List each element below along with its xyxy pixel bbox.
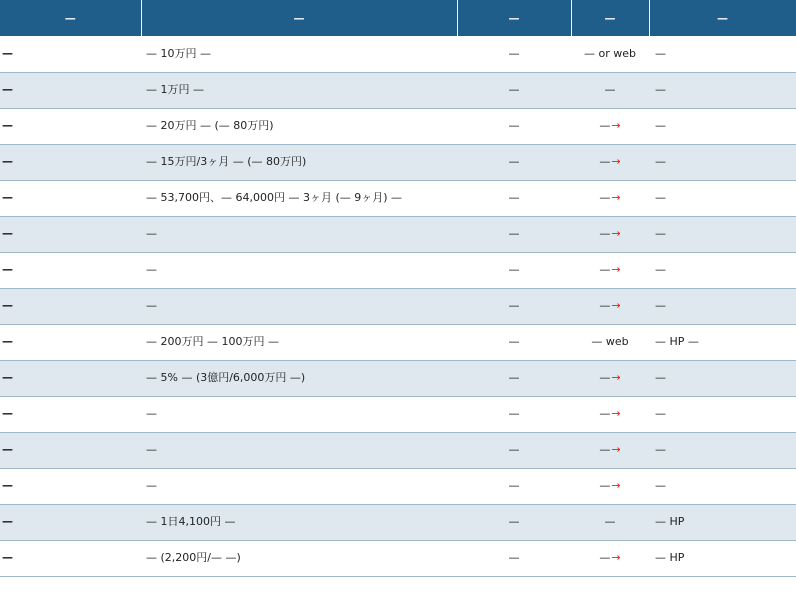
- arrow-right-icon: →: [611, 443, 621, 456]
- cell-method[interactable]: [571, 180, 649, 216]
- cell-destination: —: [649, 72, 796, 108]
- cell-destination: —: [649, 144, 796, 180]
- table-row: [0, 180, 796, 216]
- cell-method[interactable]: [571, 468, 649, 504]
- cell-summary: —: [141, 432, 457, 468]
- col-header-name: —: [0, 0, 141, 36]
- method-label[interactable]: —: [599, 371, 611, 384]
- method-label[interactable]: —: [599, 191, 611, 204]
- method-label[interactable]: —: [599, 299, 611, 312]
- arrow-right-icon: →: [611, 479, 621, 492]
- cell-method[interactable]: [571, 360, 649, 396]
- cell-requirement: —: [457, 396, 571, 432]
- arrow-right-icon: →: [611, 299, 621, 312]
- cell-requirement: —: [457, 216, 571, 252]
- cell-requirement: —: [457, 72, 571, 108]
- cell-destination: —: [649, 360, 796, 396]
- method-label[interactable]: —: [599, 155, 611, 168]
- cell-program-name: —: [0, 108, 141, 144]
- cell-requirement: —: [457, 252, 571, 288]
- cell-method[interactable]: [571, 252, 649, 288]
- cell-requirement: —: [457, 144, 571, 180]
- cell-destination: —: [649, 252, 796, 288]
- cell-program-name: —: [0, 144, 141, 180]
- table-row: [0, 72, 796, 108]
- table-row: [0, 468, 796, 504]
- cell-method[interactable]: [571, 288, 649, 324]
- table-row: [0, 144, 796, 180]
- table-row: [0, 252, 796, 288]
- table-row: [0, 36, 796, 72]
- arrow-right-icon: →: [611, 227, 621, 240]
- arrow-right-icon: →: [611, 119, 621, 132]
- cell-program-name: —: [0, 36, 141, 72]
- cell-requirement: —: [457, 432, 571, 468]
- cell-program-name: —: [0, 432, 141, 468]
- cell-summary: — 10万円 —: [141, 36, 457, 72]
- cell-requirement: —: [457, 540, 571, 576]
- cell-program-name: —: [0, 540, 141, 576]
- arrow-right-icon: →: [611, 263, 621, 276]
- cell-summary: —: [141, 252, 457, 288]
- cell-program-name: —: [0, 72, 141, 108]
- arrow-right-icon: →: [611, 371, 621, 384]
- cell-method[interactable]: [571, 540, 649, 576]
- cell-summary: —: [141, 468, 457, 504]
- cell-requirement: —: [457, 360, 571, 396]
- table-row: [0, 216, 796, 252]
- method-label[interactable]: —: [604, 83, 616, 96]
- method-label[interactable]: —: [599, 407, 611, 420]
- method-label[interactable]: —: [599, 119, 611, 132]
- table-row: [0, 504, 796, 540]
- method-label[interactable]: —: [599, 551, 611, 564]
- cell-summary: — 200万円 — 100万円 —: [141, 324, 457, 360]
- col-header-summary: —: [141, 0, 457, 36]
- cell-program-name: —: [0, 504, 141, 540]
- col-header-method: —: [571, 0, 649, 36]
- arrow-right-icon: →: [611, 551, 621, 564]
- cell-program-name: —: [0, 468, 141, 504]
- cell-program-name: —: [0, 180, 141, 216]
- cell-method[interactable]: [571, 144, 649, 180]
- cell-summary: —: [141, 288, 457, 324]
- cell-method[interactable]: [571, 324, 649, 360]
- cell-program-name: —: [0, 360, 141, 396]
- method-label[interactable]: —: [599, 263, 611, 276]
- method-label[interactable]: — web: [591, 335, 629, 348]
- cell-summary: — 5% — (3億円/6,000万円 —): [141, 360, 457, 396]
- cell-requirement: —: [457, 180, 571, 216]
- cell-requirement: —: [457, 324, 571, 360]
- cell-method[interactable]: [571, 36, 649, 72]
- method-label[interactable]: — or web: [584, 46, 636, 60]
- table-header-row: [0, 0, 796, 36]
- cell-program-name: —: [0, 216, 141, 252]
- cell-method[interactable]: [571, 216, 649, 252]
- method-label[interactable]: —: [604, 515, 616, 528]
- cell-summary: — 20万円 — (— 80万円): [141, 108, 457, 144]
- cell-method[interactable]: [571, 396, 649, 432]
- cell-requirement: —: [457, 288, 571, 324]
- cell-requirement: —: [457, 36, 571, 72]
- cell-summary: —: [141, 396, 457, 432]
- table-row: [0, 432, 796, 468]
- table-row: [0, 396, 796, 432]
- cell-requirement: —: [457, 468, 571, 504]
- cell-summary: — (2,200円/— —): [141, 540, 457, 576]
- cell-summary: — 53,700円、— 64,000円 — 3ヶ月 (— 9ヶ月) —: [141, 180, 457, 216]
- cell-method[interactable]: [571, 504, 649, 540]
- method-label[interactable]: —: [599, 443, 611, 456]
- cell-method[interactable]: [571, 72, 649, 108]
- cell-program-name: —: [0, 324, 141, 360]
- arrow-right-icon: →: [611, 191, 621, 204]
- cell-summary: — 1日4,100円 —: [141, 504, 457, 540]
- method-label[interactable]: —: [599, 227, 611, 240]
- cell-destination: — HP —: [649, 324, 796, 360]
- cell-summary: —: [141, 216, 457, 252]
- cell-destination: —: [649, 432, 796, 468]
- cell-destination: —: [649, 396, 796, 432]
- cell-requirement: —: [457, 108, 571, 144]
- cell-requirement: —: [457, 504, 571, 540]
- cell-destination: — HP: [649, 504, 796, 540]
- cell-destination: —: [649, 216, 796, 252]
- col-header-destination: —: [649, 0, 796, 36]
- cell-destination: —: [649, 36, 796, 72]
- arrow-right-icon: →: [611, 407, 621, 420]
- cell-destination: —: [649, 180, 796, 216]
- table-row: [0, 324, 796, 360]
- cell-destination: —: [649, 288, 796, 324]
- method-label[interactable]: —: [599, 479, 611, 492]
- cell-summary: — 1万円 —: [141, 72, 457, 108]
- cell-destination: —: [649, 468, 796, 504]
- cell-program-name: —: [0, 288, 141, 324]
- cell-destination: —: [649, 108, 796, 144]
- table-row: [0, 360, 796, 396]
- table-row: [0, 540, 796, 576]
- table-row: [0, 108, 796, 144]
- cell-program-name: —: [0, 252, 141, 288]
- cell-destination: — HP: [649, 540, 796, 576]
- cell-method[interactable]: [571, 108, 649, 144]
- cell-summary: — 15万円/3ヶ月 — (— 80万円): [141, 144, 457, 180]
- cell-method[interactable]: [571, 432, 649, 468]
- arrow-right-icon: →: [611, 155, 621, 168]
- cell-program-name: —: [0, 396, 141, 432]
- col-header-requirement: —: [457, 0, 571, 36]
- table-row: [0, 288, 796, 324]
